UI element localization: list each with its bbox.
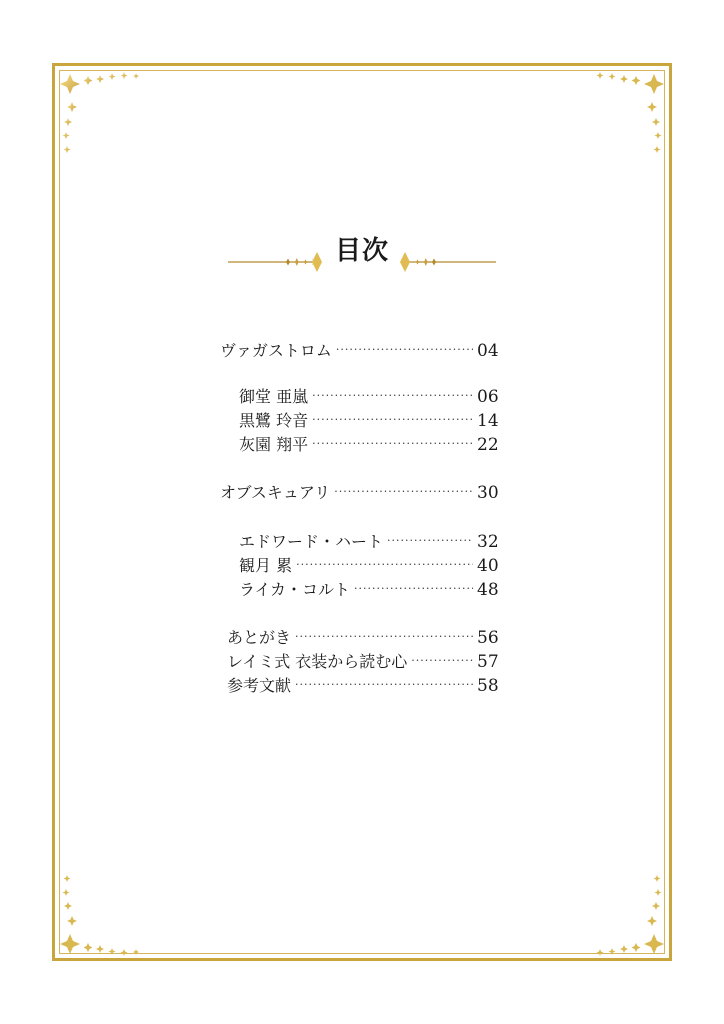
toc-entry-page: 04 bbox=[477, 341, 499, 361]
toc-entry-label: ライカ・コルト bbox=[239, 580, 351, 599]
title-ornament-left-icon bbox=[224, 242, 424, 282]
corner-sparkle-icon bbox=[576, 858, 666, 958]
page-title: 目次 bbox=[334, 236, 389, 266]
toc-entry-label: 灰園 翔平 bbox=[239, 435, 309, 454]
toc-entry-page: 48 bbox=[477, 580, 499, 600]
toc-entry-page: 14 bbox=[477, 411, 499, 431]
toc-entry-page: 22 bbox=[477, 435, 499, 455]
title-block bbox=[0, 226, 724, 286]
toc-entry-label: 御堂 亜嵐 bbox=[239, 387, 309, 406]
toc-entry[interactable] bbox=[220, 432, 497, 456]
toc-entry[interactable] bbox=[220, 480, 497, 504]
toc-entry-page: 32 bbox=[477, 532, 499, 552]
toc-entry-label: レイミ式 衣装から読む心 bbox=[227, 652, 408, 671]
toc-leader-dots bbox=[295, 630, 473, 643]
corner-sparkle-icon bbox=[58, 858, 148, 958]
toc-entry-page: 30 bbox=[477, 483, 499, 503]
toc-leader-dots bbox=[411, 654, 473, 667]
toc-leader-dots bbox=[296, 558, 473, 571]
corner-sparkle-icon bbox=[58, 70, 148, 170]
toc-entry[interactable] bbox=[220, 408, 497, 432]
toc-entry[interactable] bbox=[227, 649, 497, 673]
toc-entry[interactable] bbox=[220, 338, 497, 362]
toc-entry-label: あとがき bbox=[227, 628, 292, 647]
toc-leader-dots bbox=[295, 678, 473, 691]
toc-entry-label: 黒鷺 玲音 bbox=[239, 411, 309, 430]
toc-entry[interactable] bbox=[227, 673, 497, 697]
corner-sparkle-icon bbox=[576, 70, 666, 170]
toc-entry-page: 56 bbox=[477, 628, 499, 648]
toc-leader-dots bbox=[312, 389, 473, 402]
toc-entry-page: 58 bbox=[477, 676, 499, 696]
toc-entry-page: 57 bbox=[477, 652, 499, 672]
toc-leader-dots bbox=[334, 485, 473, 498]
title-ornament-right-icon bbox=[398, 242, 598, 282]
toc-entry[interactable] bbox=[220, 553, 497, 577]
toc-entry[interactable] bbox=[220, 529, 497, 553]
toc-leader-dots bbox=[312, 437, 473, 450]
toc-entry-label: 参考文献 bbox=[227, 676, 292, 695]
toc-entry[interactable] bbox=[220, 577, 497, 601]
toc-entry-label: エドワード・ハート bbox=[239, 532, 384, 551]
toc-entry-label: 観月 累 bbox=[239, 556, 293, 575]
gold-border-inner bbox=[59, 70, 665, 954]
toc-leader-dots bbox=[387, 534, 473, 547]
toc-entry-page: 06 bbox=[477, 387, 499, 407]
toc-entry-label: オブスキュアリ bbox=[220, 483, 331, 502]
toc-entry-page: 40 bbox=[477, 556, 499, 576]
toc-entry-label: ヴァガストロム bbox=[220, 341, 332, 360]
toc-entry[interactable] bbox=[220, 384, 497, 408]
toc-leader-dots bbox=[354, 582, 473, 595]
toc-leader-dots bbox=[312, 413, 473, 426]
toc-leader-dots bbox=[336, 343, 473, 356]
toc-entry[interactable] bbox=[227, 625, 497, 649]
